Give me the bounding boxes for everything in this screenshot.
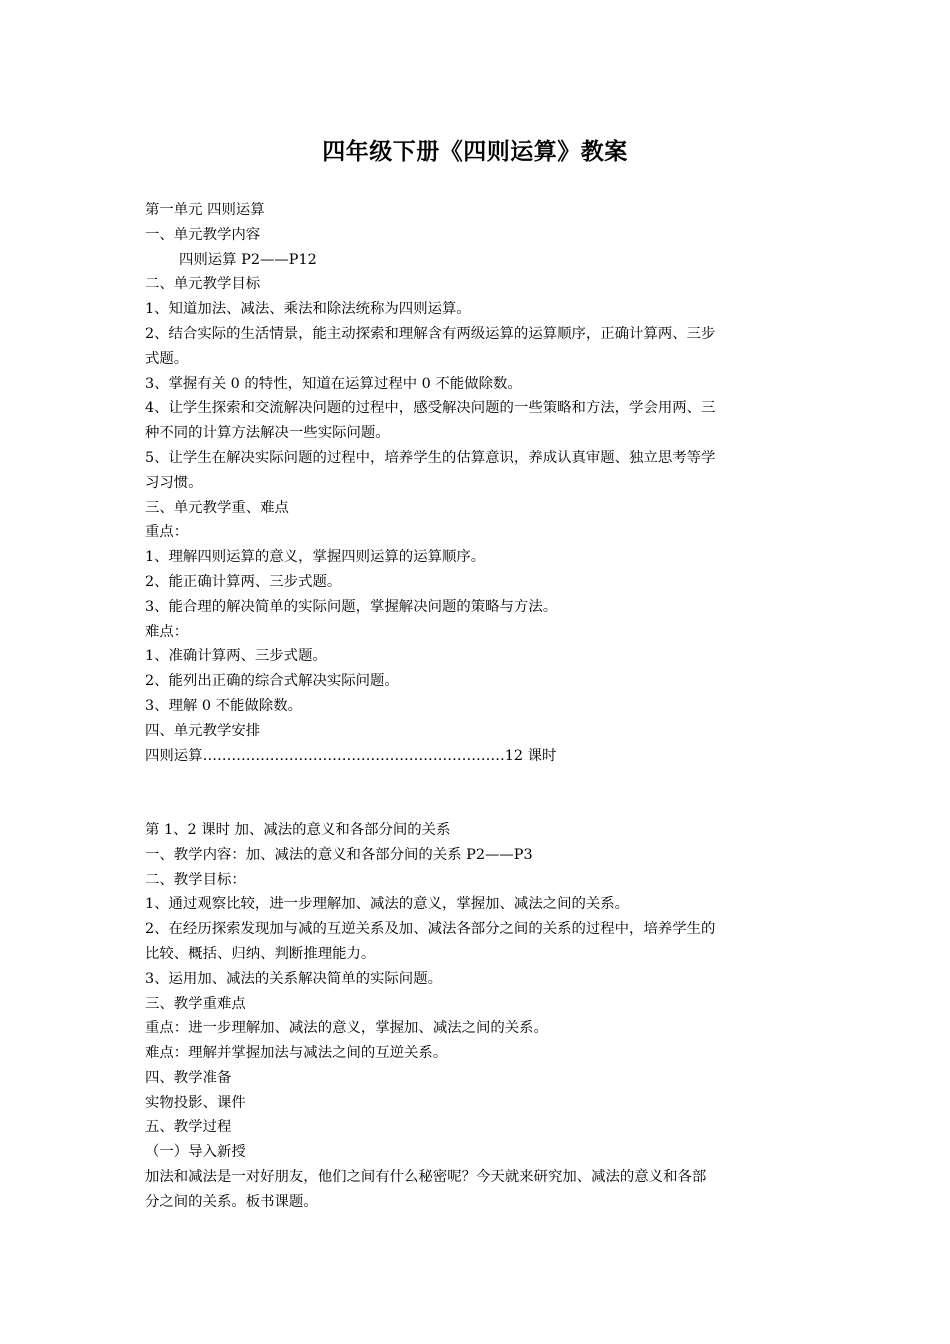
document-body [145, 198, 815, 1215]
section-heading: 三、单元教学重、难点 [145, 499, 289, 516]
paragraph-line: 5、让学生在解决实际问题的过程中，培养学生的估算意识，养成认真审题、独立思考等学 [145, 449, 716, 466]
content-line: 四则运算 P2——P12 [179, 251, 317, 268]
paragraph-line: 加法和减法是一对好朋友，他们之间有什么秘密呢？今天就来研究加、减法的意义和各部 [145, 1169, 707, 1186]
paragraph-line: 2、能列出正确的综合式解决实际问题。 [145, 673, 399, 690]
paragraph-line: 1、知道加法、减法、乘法和除法统称为四则运算。 [145, 301, 471, 318]
lesson-heading: 第 1、2 课时 加、减法的意义和各部分间的关系 [145, 821, 451, 838]
document-title: 四年级下册《四则运算》教案 [322, 139, 628, 165]
section-heading: 五、教学过程 [145, 1119, 232, 1136]
paragraph-line: 难点： [145, 623, 189, 640]
paragraph-line: 分之间的关系。板书课题。 [145, 1193, 318, 1210]
schedule-line: 四则运算………………………………………………………12 课时 [145, 747, 557, 764]
paragraph-line: 实物投影、课件 [145, 1094, 246, 1111]
paragraph-line: 式题。 [145, 350, 189, 367]
paragraph-line: 1、理解四则运算的意义，掌握四则运算的运算顺序。 [145, 549, 486, 566]
section-heading: 一、单元教学内容 [145, 226, 261, 243]
paragraph-line: 习习惯。 [145, 474, 203, 491]
subsection-heading: （一）导入新授 [145, 1144, 246, 1161]
paragraph-line: 比较、概括、归纳、判断推理能力。 [145, 945, 376, 962]
section-heading: 二、单元教学目标 [145, 276, 261, 293]
paragraph-line: 重点：进一步理解加、减法的意义，掌握加、减法之间的关系。 [145, 1020, 548, 1037]
paragraph-line: 3、能合理的解决简单的实际问题，掌握解决问题的策略与方法。 [145, 598, 558, 615]
paragraph-line: 2、能正确计算两、三步式题。 [145, 573, 342, 590]
paragraph-line: 3、理解 0 不能做除数。 [145, 697, 302, 714]
section-heading: 四、教学准备 [145, 1069, 232, 1086]
section-heading: 四、单元教学安排 [145, 722, 261, 739]
unit-heading: 第一单元 四则运算 [145, 202, 265, 218]
section-heading: 二、教学目标： [145, 871, 246, 888]
paragraph-line: 重点： [145, 524, 189, 541]
paragraph-line: 1、通过观察比较，进一步理解加、减法的意义，掌握加、减法之间的关系。 [145, 896, 630, 913]
paragraph-line: 2、结合实际的生活情景，能主动探索和理解含有两级运算的运算顺序，正确计算两、三步 [145, 325, 716, 342]
section-heading: 一、教学内容：加、减法的意义和各部分间的关系 P2——P3 [145, 846, 533, 863]
section-heading: 三、教学重难点 [145, 995, 246, 1012]
paragraph-line: 3、运用加、减法的关系解决简单的实际问题。 [145, 970, 442, 987]
paragraph-line: 2、在经历探索发现加与减的互逆关系及加、减法各部分之间的关系的过程中，培养学生的 [145, 921, 716, 938]
paragraph-line: 种不同的计算方法解决一些实际问题。 [145, 425, 390, 442]
paragraph-line: 1、准确计算两、三步式题。 [145, 648, 327, 665]
paragraph-line: 3、掌握有关 0 的特性，知道在运算过程中 0 不能做除数。 [145, 375, 522, 392]
paragraph-line: 4、让学生探索和交流解决问题的过程中，感受解决问题的一些策略和方法，学会用两、三 [145, 400, 716, 417]
paragraph-line: 难点：理解并掌握加法与减法之间的互逆关系。 [145, 1045, 448, 1062]
blank-gap [145, 768, 815, 818]
